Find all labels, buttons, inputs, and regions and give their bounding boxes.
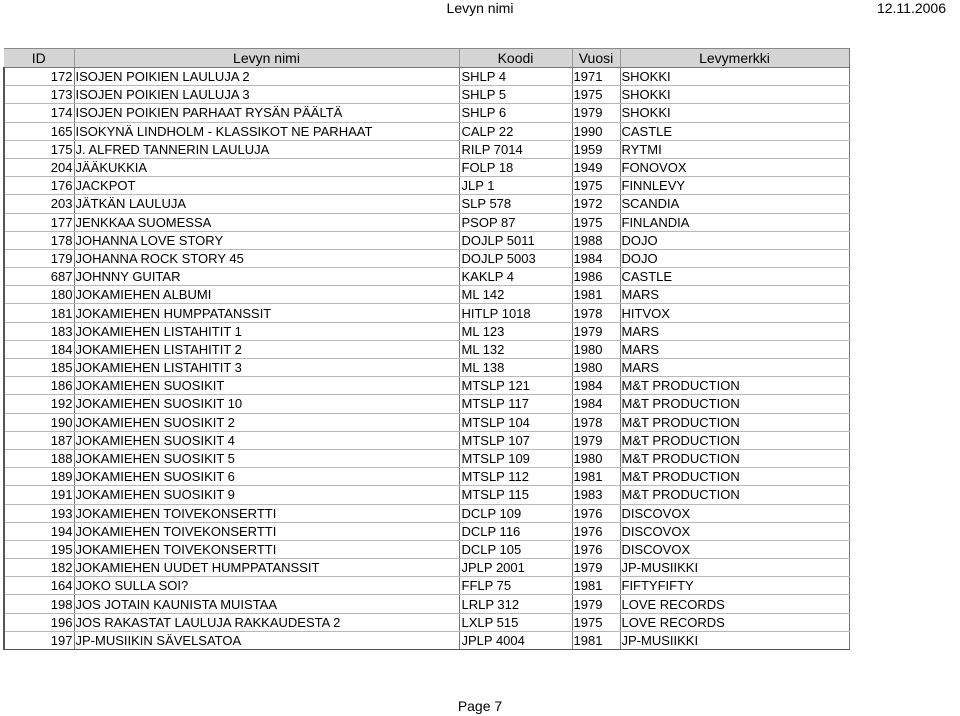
cell-levyn-nimi: ISOJEN POIKIEN LAULUJA 2	[74, 68, 459, 86]
cell-koodi: PSOP 87	[459, 213, 572, 231]
cell-id: 173	[4, 86, 74, 104]
cell-levymerkki: M&T PRODUCTION	[620, 377, 849, 395]
table-row	[4, 340, 849, 358]
cell-id: 195	[4, 540, 74, 558]
cell-levymerkki: FIFTYFIFTY	[620, 577, 849, 595]
cell-vuosi: 1972	[572, 195, 620, 213]
table-row	[4, 86, 849, 104]
cell-levymerkki: CASTLE	[620, 122, 849, 140]
table-row	[4, 595, 849, 613]
cell-vuosi: 1980	[572, 359, 620, 377]
cell-levymerkki: MARS	[620, 286, 849, 304]
cell-levyn-nimi: JOKAMIEHEN SUOSIKIT 5	[74, 449, 459, 467]
cell-id: 165	[4, 122, 74, 140]
cell-levyn-nimi: JOKAMIEHEN TOIVEKONSERTTI	[74, 540, 459, 558]
cell-levymerkki: M&T PRODUCTION	[620, 431, 849, 449]
cell-id: 188	[4, 449, 74, 467]
cell-levyn-nimi: JOKAMIEHEN SUOSIKIT 2	[74, 413, 459, 431]
column-header-levymerkki: Levymerkki	[620, 49, 849, 68]
table-row	[4, 359, 849, 377]
cell-koodi: DCLP 109	[459, 504, 572, 522]
column-header-vuosi: Vuosi	[572, 49, 620, 68]
cell-vuosi: 1978	[572, 304, 620, 322]
cell-id: 172	[4, 68, 74, 86]
cell-vuosi: 1984	[572, 377, 620, 395]
cell-levyn-nimi: J. ALFRED TANNERIN LAULUJA	[74, 140, 459, 158]
table-header-row	[4, 49, 849, 68]
cell-vuosi: 1983	[572, 486, 620, 504]
cell-vuosi: 1981	[572, 631, 620, 649]
cell-levymerkki: JP-MUSIIKKI	[620, 631, 849, 649]
cell-id: 198	[4, 595, 74, 613]
cell-levymerkki: DOJO	[620, 249, 849, 267]
cell-levyn-nimi: JÄTKÄN LAULUJA	[74, 195, 459, 213]
cell-levyn-nimi: JENKKAA SUOMESSA	[74, 213, 459, 231]
cell-levyn-nimi: JACKPOT	[74, 177, 459, 195]
table-row	[4, 468, 849, 486]
cell-levymerkki: LOVE RECORDS	[620, 595, 849, 613]
cell-levymerkki: M&T PRODUCTION	[620, 413, 849, 431]
table-row	[4, 104, 849, 122]
cell-levyn-nimi: JOKAMIEHEN LISTAHITIT 3	[74, 359, 459, 377]
table-row	[4, 486, 849, 504]
cell-vuosi: 1988	[572, 231, 620, 249]
cell-levyn-nimi: ISOJEN POIKIEN PARHAAT RYSÄN PÄÄLTÄ	[74, 104, 459, 122]
table-row	[4, 413, 849, 431]
cell-id: 174	[4, 104, 74, 122]
cell-vuosi: 1979	[572, 322, 620, 340]
cell-koodi: SHLP 4	[459, 68, 572, 86]
cell-id: 196	[4, 613, 74, 631]
cell-levymerkki: DISCOVOX	[620, 540, 849, 558]
cell-id: 164	[4, 577, 74, 595]
cell-id: 178	[4, 231, 74, 249]
cell-koodi: LXLP 515	[459, 613, 572, 631]
cell-levyn-nimi: ISOJEN POIKIEN LAULUJA 3	[74, 86, 459, 104]
cell-koodi: CALP 22	[459, 122, 572, 140]
cell-id: 687	[4, 268, 74, 286]
cell-levyn-nimi: JOKAMIEHEN SUOSIKIT 9	[74, 486, 459, 504]
column-header-koodi: Koodi	[459, 49, 572, 68]
cell-id: 189	[4, 468, 74, 486]
cell-levymerkki: M&T PRODUCTION	[620, 468, 849, 486]
cell-koodi: MTSLP 121	[459, 377, 572, 395]
table-row	[4, 231, 849, 249]
cell-koodi: KAKLP 4	[459, 268, 572, 286]
cell-levyn-nimi: JOHANNA LOVE STORY	[74, 231, 459, 249]
cell-vuosi: 1979	[572, 431, 620, 449]
table-row	[4, 504, 849, 522]
cell-levyn-nimi: JÄÄKUKKIA	[74, 158, 459, 176]
cell-koodi: MTSLP 104	[459, 413, 572, 431]
column-header-id: ID	[4, 49, 74, 68]
cell-koodi: SHLP 6	[459, 104, 572, 122]
table-row	[4, 431, 849, 449]
table-row	[4, 613, 849, 631]
cell-id: 185	[4, 359, 74, 377]
cell-id: 204	[4, 158, 74, 176]
cell-vuosi: 1971	[572, 68, 620, 86]
table-row	[4, 304, 849, 322]
cell-levymerkki: M&T PRODUCTION	[620, 449, 849, 467]
table-row	[4, 140, 849, 158]
cell-levymerkki: DOJO	[620, 231, 849, 249]
cell-levyn-nimi: JOKAMIEHEN UUDET HUMPPATANSSIT	[74, 559, 459, 577]
cell-vuosi: 1980	[572, 340, 620, 358]
cell-levyn-nimi: JOKAMIEHEN LISTAHITIT 2	[74, 340, 459, 358]
cell-levymerkki: FINLANDIA	[620, 213, 849, 231]
table-row	[4, 540, 849, 558]
cell-levyn-nimi: JOKAMIEHEN SUOSIKIT 6	[74, 468, 459, 486]
cell-vuosi: 1975	[572, 177, 620, 195]
cell-koodi: ML 142	[459, 286, 572, 304]
cell-levyn-nimi: JOS JOTAIN KAUNISTA MUISTAA	[74, 595, 459, 613]
cell-id: 183	[4, 322, 74, 340]
cell-vuosi: 1981	[572, 286, 620, 304]
cell-vuosi: 1980	[572, 449, 620, 467]
cell-vuosi: 1976	[572, 540, 620, 558]
cell-levymerkki: M&T PRODUCTION	[620, 486, 849, 504]
cell-id: 197	[4, 631, 74, 649]
cell-levymerkki: SHOKKI	[620, 104, 849, 122]
cell-koodi: ML 123	[459, 322, 572, 340]
cell-levymerkki: LOVE RECORDS	[620, 613, 849, 631]
cell-koodi: MTSLP 115	[459, 486, 572, 504]
cell-levymerkki: MARS	[620, 359, 849, 377]
cell-levyn-nimi: ISOKYNÄ LINDHOLM - KLASSIKOT NE PARHAAT	[74, 122, 459, 140]
cell-levymerkki: MARS	[620, 322, 849, 340]
cell-koodi: MTSLP 112	[459, 468, 572, 486]
cell-vuosi: 1979	[572, 104, 620, 122]
column-header-levyn-nimi: Levyn nimi	[74, 49, 459, 68]
cell-levyn-nimi: JOKAMIEHEN HUMPPATANSSIT	[74, 304, 459, 322]
cell-koodi: MTSLP 117	[459, 395, 572, 413]
page-number: Page 7	[457, 698, 503, 714]
cell-levymerkki: HITVOX	[620, 304, 849, 322]
cell-levymerkki: SCANDIA	[620, 195, 849, 213]
table-row	[4, 286, 849, 304]
cell-koodi: DOJLP 5003	[459, 249, 572, 267]
cell-levyn-nimi: JOKAMIEHEN SUOSIKIT 4	[74, 431, 459, 449]
cell-levymerkki: SHOKKI	[620, 86, 849, 104]
cell-vuosi: 1981	[572, 577, 620, 595]
cell-koodi: JPLP 2001	[459, 559, 572, 577]
table-row	[4, 68, 849, 86]
cell-vuosi: 1984	[572, 249, 620, 267]
cell-vuosi: 1976	[572, 504, 620, 522]
cell-levyn-nimi: JOKAMIEHEN SUOSIKIT	[74, 377, 459, 395]
cell-koodi: FFLP 75	[459, 577, 572, 595]
cell-koodi: FOLP 18	[459, 158, 572, 176]
cell-vuosi: 1975	[572, 213, 620, 231]
cell-id: 203	[4, 195, 74, 213]
table-row	[4, 249, 849, 267]
cell-koodi: RILP 7014	[459, 140, 572, 158]
cell-vuosi: 1984	[572, 395, 620, 413]
cell-levymerkki: DISCOVOX	[620, 504, 849, 522]
cell-vuosi: 1979	[572, 559, 620, 577]
cell-id: 190	[4, 413, 74, 431]
cell-vuosi: 1990	[572, 122, 620, 140]
cell-id: 175	[4, 140, 74, 158]
table-row	[4, 522, 849, 540]
cell-levymerkki: JP-MUSIIKKI	[620, 559, 849, 577]
table-row	[4, 213, 849, 231]
table-row	[4, 322, 849, 340]
cell-id: 191	[4, 486, 74, 504]
cell-levyn-nimi: JOHNNY GUITAR	[74, 268, 459, 286]
cell-vuosi: 1975	[572, 86, 620, 104]
cell-levymerkki: DISCOVOX	[620, 522, 849, 540]
cell-levymerkki: FINNLEVY	[620, 177, 849, 195]
cell-id: 193	[4, 504, 74, 522]
cell-koodi: SHLP 5	[459, 86, 572, 104]
cell-koodi: DCLP 116	[459, 522, 572, 540]
cell-koodi: ML 132	[459, 340, 572, 358]
cell-koodi: LRLP 312	[459, 595, 572, 613]
cell-id: 194	[4, 522, 74, 540]
cell-koodi: JLP 1	[459, 177, 572, 195]
cell-levymerkki: M&T PRODUCTION	[620, 395, 849, 413]
cell-levymerkki: FONOVOX	[620, 158, 849, 176]
table-row	[4, 177, 849, 195]
cell-koodi: JPLP 4004	[459, 631, 572, 649]
cell-id: 180	[4, 286, 74, 304]
print-date: 12.11.2006	[876, 0, 946, 16]
document-title: Levyn nimi	[446, 0, 514, 16]
table-row	[4, 268, 849, 286]
cell-levyn-nimi: JOKAMIEHEN TOIVEKONSERTTI	[74, 504, 459, 522]
cell-levyn-nimi: JOHANNA ROCK STORY 45	[74, 249, 459, 267]
table-row	[4, 449, 849, 467]
cell-id: 182	[4, 559, 74, 577]
table-row	[4, 395, 849, 413]
cell-vuosi: 1986	[572, 268, 620, 286]
cell-vuosi: 1976	[572, 522, 620, 540]
cell-vuosi: 1975	[572, 613, 620, 631]
cell-levyn-nimi: JOS RAKASTAT LAULUJA RAKKAUDESTA 2	[74, 613, 459, 631]
cell-id: 187	[4, 431, 74, 449]
table-row	[4, 158, 849, 176]
table-row	[4, 631, 849, 649]
cell-vuosi: 1949	[572, 158, 620, 176]
cell-levyn-nimi: JOKAMIEHEN SUOSIKIT 10	[74, 395, 459, 413]
cell-koodi: DCLP 105	[459, 540, 572, 558]
cell-koodi: HITLP 1018	[459, 304, 572, 322]
records-table	[3, 48, 850, 650]
cell-id: 186	[4, 377, 74, 395]
table-row	[4, 377, 849, 395]
cell-vuosi: 1979	[572, 595, 620, 613]
cell-levyn-nimi: JOKAMIEHEN ALBUMI	[74, 286, 459, 304]
cell-levyn-nimi: JOKAMIEHEN TOIVEKONSERTTI	[74, 522, 459, 540]
cell-id: 176	[4, 177, 74, 195]
cell-id: 179	[4, 249, 74, 267]
cell-vuosi: 1981	[572, 468, 620, 486]
table-row	[4, 577, 849, 595]
cell-koodi: MTSLP 107	[459, 431, 572, 449]
cell-id: 192	[4, 395, 74, 413]
cell-id: 184	[4, 340, 74, 358]
table-row	[4, 122, 849, 140]
cell-koodi: MTSLP 109	[459, 449, 572, 467]
cell-koodi: SLP 578	[459, 195, 572, 213]
cell-id: 181	[4, 304, 74, 322]
cell-vuosi: 1978	[572, 413, 620, 431]
cell-levymerkki: RYTMI	[620, 140, 849, 158]
cell-levyn-nimi: JP-MUSIIKIN SÄVELSATOA	[74, 631, 459, 649]
cell-levymerkki: MARS	[620, 340, 849, 358]
table-row	[4, 195, 849, 213]
cell-koodi: ML 138	[459, 359, 572, 377]
cell-id: 177	[4, 213, 74, 231]
cell-levyn-nimi: JOKO SULLA SOI?	[74, 577, 459, 595]
cell-levymerkki: CASTLE	[620, 268, 849, 286]
cell-vuosi: 1959	[572, 140, 620, 158]
cell-levymerkki: SHOKKI	[620, 68, 849, 86]
table-row	[4, 559, 849, 577]
cell-levyn-nimi: JOKAMIEHEN LISTAHITIT 1	[74, 322, 459, 340]
cell-koodi: DOJLP 5011	[459, 231, 572, 249]
